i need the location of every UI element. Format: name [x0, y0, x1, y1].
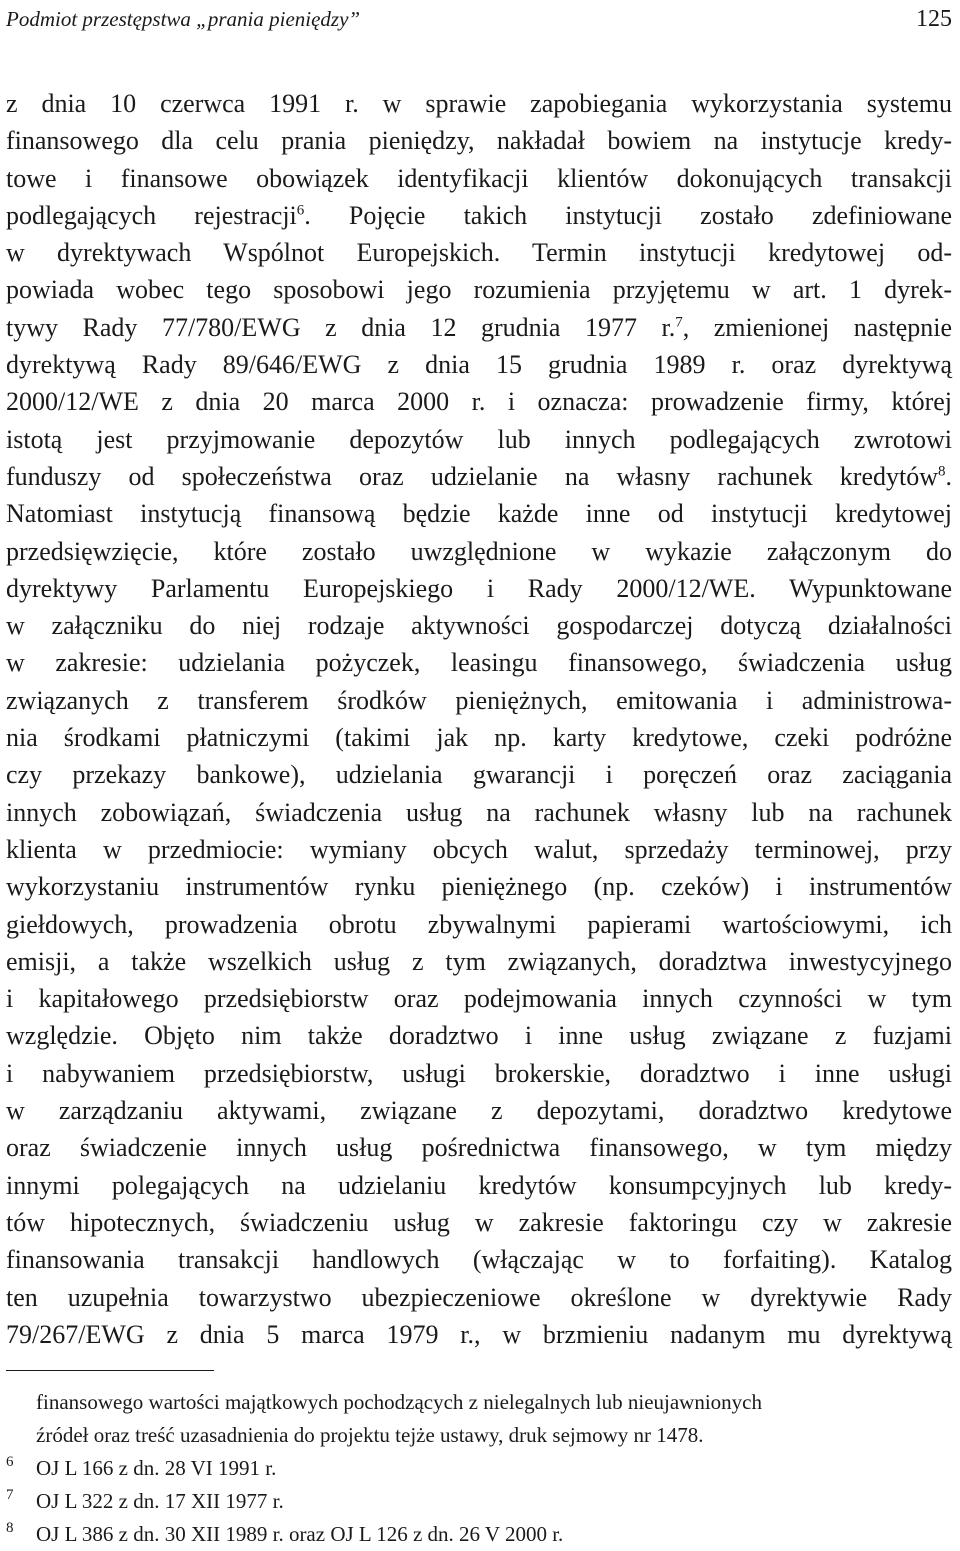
footnote-text: OJ L 322 z dn. 17 XII 1977 r. — [36, 1489, 284, 1513]
text-line: towe i finansowe obowiązek identyfikacji klientów dokonujących transakcji — [6, 163, 952, 193]
text-line: emisji, a także wszelkich usług z tym związanych, doradztwa inwestycyjnego — [6, 946, 952, 976]
text-line: 79/267/EWG z dnia 5 marca 1979 r., w brzmieniu nadanym mu dyrektywą — [6, 1319, 952, 1349]
text-line — [6, 458, 952, 495]
text-line: tów hipotecznych, świadczeniu usług w zakresie faktoringu czy w zakresie — [6, 1207, 952, 1237]
running-title: Podmiot przestępstwa „prania pieniędzy” — [6, 7, 361, 31]
footnote-number: 8 — [6, 1520, 14, 1536]
text-span: tywy Rady 77/780/EWG z dnia 12 grudnia 1977 r. — [6, 312, 676, 342]
text-line: 2000/12/WE z dnia 20 marca 2000 r. i oznacza: prowadzenie firmy, której — [6, 387, 952, 417]
text-line: nia środkami płatniczymi (takimi jak np. karty kredytowe, czeki podróżne — [6, 723, 952, 753]
text-line: oraz świadczenie innych usług pośrednictwa finansowego, w tym między — [6, 1133, 952, 1163]
text-line: innymi polegających na udzielaniu kredytów konsumpcyjnych lub kredy- — [6, 1170, 952, 1200]
text-line: związanych z transferem środków pieniężnych, emitowania i administrowa- — [6, 685, 952, 715]
footnote-8 — [6, 1518, 952, 1551]
text-line: w dyrektywach Wspólnot Europejskich. Termin instytucji kredytowej od- — [6, 238, 952, 268]
footnote-separator — [6, 1370, 214, 1371]
footnote-ref: 8 — [938, 463, 946, 480]
text-span: podlegających rejestracji — [6, 200, 297, 230]
text-span: . — [945, 461, 952, 491]
text-line — [6, 309, 952, 346]
footnotes — [6, 1386, 952, 1551]
text-line: klienta w przedmiocie: wymiany obcych walut, sprzedaży terminowej, przy — [6, 834, 952, 864]
text-line: wykorzystaniu instrumentów rynku pieniężnego (np. czeków) i instrumentów — [6, 872, 952, 902]
text-span: . Pojęcie takich instytucji zostało zdefiniowane — [304, 200, 952, 230]
text-line: ten uzupełnia towarzystwo ubezpieczeniowe określone w dyrektywie Rady — [6, 1282, 952, 1312]
text-line: dyrektywy Parlamentu Europejskiego i Rady 2000/12/WE. Wypunktowane — [6, 573, 952, 603]
text-span: , zmienionej następnie — [682, 312, 952, 342]
body-text — [6, 85, 952, 1353]
text-line: finansowania transakcji handlowych (włączając w to forfaiting). Katalog — [6, 1245, 952, 1275]
text-line: względzie. Objęto nim także doradztwo i inne usług związane z fuzjami — [6, 1021, 952, 1051]
footnote-text: OJ L 386 z dn. 30 XII 1989 r. oraz OJ L 126 z dn. 26 V 2000 r. — [36, 1522, 564, 1546]
text-line: w załączniku do niej rodzaje aktywności gospodarczej dotyczą działalności — [6, 611, 952, 641]
footnote-ref: 7 — [675, 314, 683, 331]
text-line: i nabywaniem przedsiębiorstw, usługi brokerskie, doradztwo i inne usługi — [6, 1058, 952, 1088]
text-line: czy przekazy bankowe), udzielania gwarancji i poręczeń oraz zaciągania — [6, 760, 952, 790]
footnote-ref: 6 — [296, 202, 305, 219]
text-line: powiada wobec tego sposobowi jego rozumienia przyjętemu w art. 1 dyrek- — [6, 275, 952, 305]
text-line: innych zobowiązań, świadczenia usług na rachunek własny lub na rachunek — [6, 797, 952, 827]
text-line — [6, 197, 952, 234]
text-span: funduszy od społeczeństwa oraz udzielanie na własny rachunek kredytów — [6, 461, 938, 491]
text-line: dyrektywą Rady 89/646/EWG z dnia 15 grudnia 1989 r. oraz dyrektywą — [6, 350, 952, 380]
footnote-6 — [6, 1452, 952, 1485]
text-line: z dnia 10 czerwca 1991 r. w sprawie zapobiegania wykorzystania systemu — [6, 89, 952, 118]
text-line: istotą jest przyjmowanie depozytów lub innych podlegających zwrotowi — [6, 424, 952, 454]
footnote-number: 6 — [6, 1454, 14, 1470]
page-header — [6, 4, 952, 34]
page-number: 125 — [916, 6, 952, 32]
text-line: Natomiast instytucją finansową będzie każde inne od instytucji kredytowej — [6, 499, 952, 529]
footnote-text: OJ L 166 z dn. 28 VI 1991 r. — [36, 1456, 277, 1480]
text-line: i kapitałowego przedsiębiorstw oraz podejmowania innych czynności w tym — [6, 984, 952, 1014]
footnote-continuation-line: finansowego wartości majątkowych pochodzących z nielegalnych lub nieujawnionych — [36, 1390, 763, 1414]
text-line: giełdowych, prowadzenia obrotu zbywalnymi papierami wartościowymi, ich — [6, 909, 952, 939]
text-line: przedsięwzięcie, które zostało uwzględnione w wykazie załączonym do — [6, 536, 952, 566]
text-line: finansowego dla celu prania pieniędzy, nakładał bowiem na instytucje kredy- — [6, 126, 952, 156]
footnote-number: 7 — [6, 1487, 14, 1503]
text-line: w zakresie: udzielania pożyczek, leasingu finansowego, świadczenia usług — [6, 648, 952, 678]
text-line: w zarządzaniu aktywami, związane z depozytami, doradztwo kredytowe — [6, 1096, 952, 1126]
footnote-continuation-line: źródeł oraz treść uzasadnienia do projektu tejże ustawy, druk sejmowy nr 1478. — [36, 1423, 704, 1447]
footnote-7 — [6, 1485, 952, 1518]
